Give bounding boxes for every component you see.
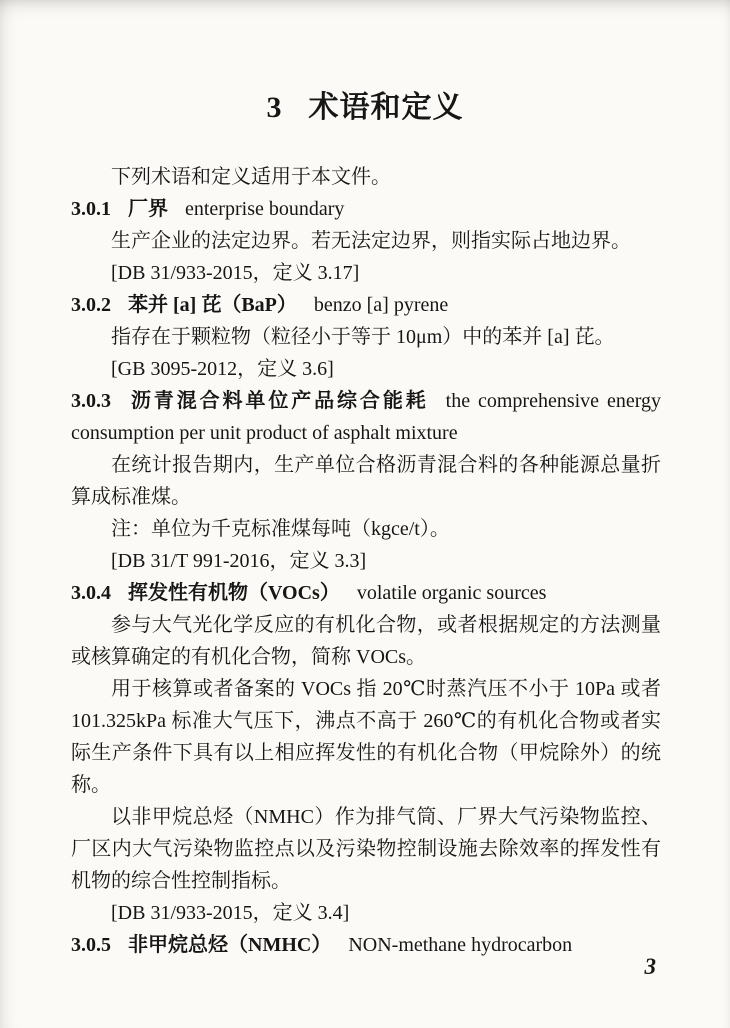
term-heading-3-0-2 bbox=[71, 289, 661, 321]
term-name-zh: 挥发性有机物（VOCs） bbox=[128, 582, 340, 604]
term-number: 3.0.1 bbox=[71, 198, 111, 220]
source-reference: [DB 31/933-2015，定义 3.17] bbox=[111, 262, 360, 284]
term-name-en: volatile organic sources bbox=[356, 582, 547, 604]
term-heading-3-0-3 bbox=[71, 385, 661, 449]
term-name-en: benzo [a] pyrene bbox=[313, 294, 449, 316]
source-reference: [DB 31/933-2015，定义 3.4] bbox=[111, 902, 350, 924]
source-reference: [GB 3095-2012，定义 3.6] bbox=[111, 358, 334, 380]
term-name-en: enterprise boundary bbox=[185, 198, 345, 220]
note-paragraph: 注：单位为千克标准煤每吨（kgce/t）。 bbox=[111, 518, 450, 540]
term-heading-3-0-5 bbox=[71, 929, 661, 961]
term-number: 3.0.3 bbox=[71, 390, 111, 412]
page-number: 3 bbox=[644, 954, 656, 979]
definition-paragraph: 生产企业的法定边界。若无法定边界，则指实际占地边界。 bbox=[111, 230, 631, 252]
term-name-zh: 厂界 bbox=[128, 198, 168, 220]
term-number: 3.0.2 bbox=[71, 294, 111, 316]
term-name-en: the comprehensive energy consumption per unit product of asphalt mixture bbox=[71, 390, 661, 444]
term-number: 3.0.4 bbox=[71, 582, 111, 604]
section-number: 3 bbox=[266, 91, 283, 124]
term-name-zh: 非甲烷总烃（NMHC） bbox=[128, 934, 332, 956]
term-heading-3-0-4 bbox=[71, 577, 661, 609]
definition-paragraph: 以非甲烷总烃（NMHC）作为排气筒、厂界大气污染物监控、厂区内大气污染物监控点以及污染物控制设施去除效率的挥发性有机物的综合性控制指标。 bbox=[71, 806, 661, 892]
term-name-zh: 苯并 [a] 芘（BaP） bbox=[128, 294, 297, 316]
term-heading-3-0-1 bbox=[71, 193, 661, 225]
term-number: 3.0.5 bbox=[71, 934, 111, 956]
section-title-text: 术语和定义 bbox=[308, 91, 464, 124]
intro-paragraph: 下列术语和定义适用于本文件。 bbox=[111, 166, 391, 188]
term-name-zh: 沥青混合料单位产品综合能耗 bbox=[128, 390, 429, 412]
definition-paragraph: 在统计报告期内，生产单位合格沥青混合料的各种能源总量折算成标准煤。 bbox=[71, 454, 661, 508]
section-title bbox=[0, 82, 730, 126]
definition-paragraph: 参与大气光化学反应的有机化合物，或者根据规定的方法测量或核算确定的有机化合物，简称 VOCs。 bbox=[71, 614, 661, 668]
document-body bbox=[71, 161, 661, 961]
source-reference: [DB 31/T 991-2016，定义 3.3] bbox=[111, 550, 367, 572]
definition-paragraph: 指存在于颗粒物（粒径小于等于 10μm）中的苯并 [a] 芘。 bbox=[111, 326, 615, 348]
term-name-en: NON-methane hydrocarbon bbox=[348, 934, 573, 956]
definition-paragraph: 用于核算或者备案的 VOCs 指 20℃时蒸汽压不小于 10Pa 或者 101.325kPa 标准大气压下，沸点不高于 260℃的有机化合物或者实际生产条件下具有以上相应挥发性的有机化合物（甲烷除外）的统称。 bbox=[71, 678, 661, 796]
